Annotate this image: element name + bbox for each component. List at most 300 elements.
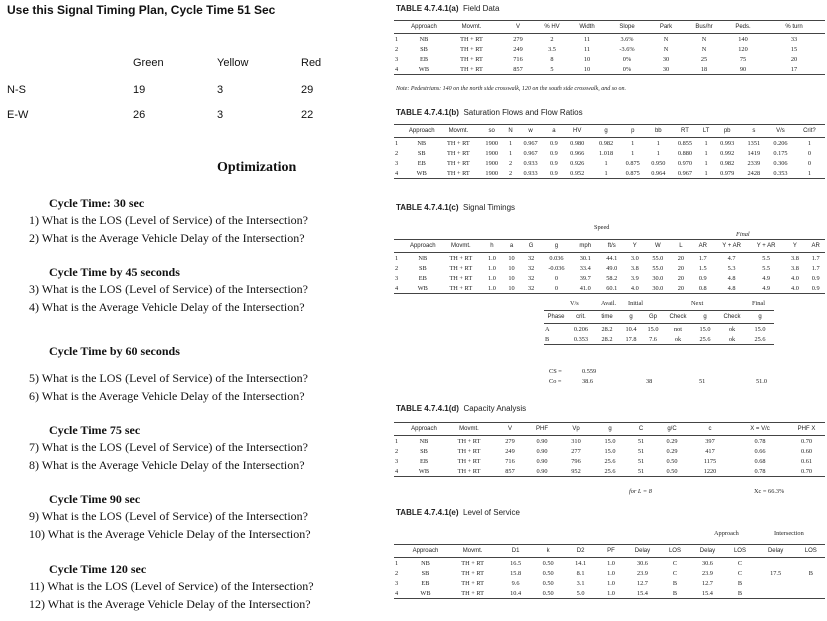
table-cell: 20: [677, 254, 685, 262]
table-cell: 0.9: [545, 168, 563, 179]
table-cell: 1: [631, 149, 635, 157]
table-cell: 1419: [747, 149, 761, 157]
table-cell: NB: [419, 437, 429, 445]
table-cell: 0.950: [651, 159, 666, 167]
phase-top-label: Avail.: [601, 300, 617, 307]
table-cell: 2: [395, 569, 399, 577]
co-value: 38.6: [582, 378, 594, 385]
phase-top-label: V/s: [570, 300, 579, 307]
column-header: V: [499, 21, 537, 34]
table-cell: 1900: [485, 149, 499, 157]
table-cell: 75: [739, 55, 747, 63]
table-cell: 0.70: [788, 466, 825, 477]
header-row: [394, 423, 825, 436]
table-cell: 32: [527, 274, 535, 282]
table-cell: 2: [395, 149, 399, 157]
column-header: Approach: [404, 21, 444, 34]
table-cell: 1: [509, 149, 513, 157]
table-cell: 25.6: [594, 466, 626, 477]
header-row: [394, 240, 825, 253]
column-header: Approach: [406, 240, 441, 253]
table-cell: TH + RT: [447, 139, 470, 147]
plan-col-green: Green: [133, 57, 164, 69]
table-cell: 20: [671, 283, 692, 294]
table-cell: 1: [631, 139, 635, 147]
table-cell: 1: [794, 168, 825, 179]
table-cell: 1900: [478, 168, 505, 179]
table-cell: [755, 578, 797, 588]
table-cell: 0.61: [800, 457, 813, 465]
table-cell: 23.9: [701, 569, 713, 577]
table-cell: NB: [419, 35, 429, 43]
column-header: Movmt.: [446, 545, 498, 558]
column-header: C: [626, 423, 656, 436]
column-header: PF: [597, 545, 624, 558]
table-row: [394, 168, 825, 179]
table-cell: 32: [527, 264, 535, 272]
table-d: [394, 422, 825, 477]
table-cell: 1: [704, 139, 708, 147]
table-cell: 3.0: [630, 254, 639, 262]
table-cell: 0.50: [656, 466, 688, 477]
table-cell: 1.0: [487, 264, 496, 272]
table-cell: 5: [537, 64, 567, 75]
table-cell: 1: [395, 437, 399, 445]
table-cell: 5.3: [727, 264, 736, 272]
table-d-foot-right: Xc = 66.3%: [754, 488, 785, 495]
table-row: [544, 324, 774, 335]
table-cell: 3: [395, 159, 399, 167]
table-cell: 0.50: [542, 569, 554, 577]
table-cell: 4.0: [624, 283, 645, 294]
column-header: ft/s: [599, 240, 624, 253]
table-cell: 10: [508, 254, 515, 262]
column-header: Approach: [404, 545, 446, 558]
table-e-caption: [396, 508, 520, 517]
column-header: c: [688, 423, 732, 436]
header-row: [544, 311, 774, 324]
column-header: [394, 423, 404, 436]
table-cell: 417: [705, 447, 715, 455]
table-cell: 1: [395, 35, 399, 43]
table-cell: SB: [420, 447, 428, 455]
table-cell: WB: [405, 168, 438, 179]
plan-row-label: N-S: [7, 84, 26, 96]
table-cell: SB: [418, 264, 427, 272]
table-cell: 0.306: [773, 159, 788, 167]
table-cell: ok: [728, 325, 736, 333]
table-cell: C: [737, 569, 743, 577]
table-cell: 3.5: [548, 45, 556, 53]
group-approach: Approach: [714, 530, 739, 537]
table-cell: 4: [394, 64, 404, 75]
question: 2) What is the Average Vehicle Delay of the Intersection?: [29, 231, 305, 245]
table-cell: 249: [505, 447, 515, 455]
column-header: % HV: [537, 21, 567, 34]
plan-yellow-value: 3: [217, 84, 224, 96]
table-cell: 857: [494, 466, 526, 477]
table-cell: 44.1: [606, 254, 618, 262]
table-cell: 10: [567, 64, 607, 75]
table-cell: 0.66: [754, 447, 766, 455]
table-cell: 0%: [622, 55, 632, 63]
table-cell: 33.4: [579, 264, 591, 272]
table-cell: 3.1: [576, 579, 585, 587]
table-cell: 1.5: [698, 264, 707, 272]
column-header: LT: [698, 125, 714, 138]
column-header: LOS: [797, 545, 825, 558]
table-cell: 3.8: [630, 264, 639, 272]
table-cell: 25.6: [746, 334, 774, 345]
table-cell: 17: [763, 64, 825, 75]
plan-red-value: 22: [301, 109, 314, 121]
table-cell: 0.78: [754, 437, 766, 445]
speed-label: Speed: [594, 224, 610, 231]
table-row: [394, 148, 825, 158]
column-header: Park: [647, 21, 685, 34]
table-cell: 0.964: [645, 168, 672, 179]
table-cell: NB: [417, 139, 427, 147]
table-cell: 0.78: [732, 466, 788, 477]
table-cell: 5.5: [762, 254, 771, 262]
table-d-caption: [396, 404, 526, 413]
table-cell: TH + RT: [447, 159, 470, 167]
table-cell: not: [673, 325, 683, 333]
table-cell: 4.0: [783, 283, 806, 294]
table-a-caption: [396, 4, 499, 13]
table-cell: 4: [394, 588, 404, 599]
column-header: s: [740, 125, 767, 138]
table-cell: 17.5: [770, 569, 782, 577]
table-cell: 2: [505, 168, 516, 179]
column-header: [394, 240, 406, 253]
table-cell: 30.6: [701, 559, 713, 567]
optimization-title: Optimization: [217, 160, 297, 175]
table-cell: 1.0: [487, 254, 496, 262]
table-row: [394, 54, 825, 64]
table-cell: 0.970: [677, 159, 693, 167]
column-header: g: [592, 125, 621, 138]
section-title: Cycle Time 75 sec: [49, 423, 141, 437]
plan-col-yellow: Yellow: [217, 57, 249, 69]
plan-green-value: 19: [133, 84, 146, 96]
table-cell: A: [545, 325, 550, 333]
table-cell: 30.0: [645, 283, 670, 294]
table-cell: 25.6: [604, 457, 616, 465]
question: 5) What is the LOS (Level of Service) of the Intersection?: [29, 371, 309, 385]
table-cell: 716: [513, 55, 523, 63]
column-header: Check: [718, 311, 746, 324]
table-cell: 1900: [485, 159, 499, 167]
column-header: D2: [564, 545, 598, 558]
header-row: [394, 545, 825, 558]
header-row: [394, 125, 825, 138]
table-row: [394, 456, 825, 466]
table-cell: B: [660, 588, 689, 599]
table-cell: 0.50: [542, 579, 554, 587]
table-cell: 1: [395, 139, 399, 147]
table-cell: 23.9: [636, 569, 648, 577]
table-cell: 0.50: [542, 559, 554, 567]
table-cell: 39.7: [579, 274, 591, 282]
table-cell: C: [672, 569, 678, 577]
column-header: g: [620, 311, 642, 324]
cycle-51-final: 51.0: [756, 378, 768, 385]
plan-row-label: E-W: [7, 109, 29, 121]
table-cell: C: [737, 559, 743, 567]
section-title: Cycle Time by 45 seconds: [49, 265, 180, 279]
column-header: [394, 125, 405, 138]
table-cell: 1175: [703, 457, 717, 465]
column-header: Y + AR: [714, 240, 749, 253]
table-b-caption: [396, 108, 583, 117]
column-header: L: [671, 240, 692, 253]
column-header: h: [482, 240, 503, 253]
table-cell: 0.353: [767, 168, 794, 179]
table-cell: 2: [395, 447, 399, 455]
table-row: [394, 253, 825, 264]
table-cell: 51: [637, 437, 645, 445]
table-cell: 0.70: [800, 437, 813, 445]
question: 12) What is the Average Vehicle Delay of the Intersection?: [29, 597, 311, 611]
column-header: LOS: [660, 545, 689, 558]
table-cell: SB: [420, 45, 428, 53]
table-cell: SB: [421, 569, 430, 577]
table-cell: 10: [502, 283, 520, 294]
table-cell: 0.9: [698, 274, 707, 282]
table-c-caption: [396, 203, 515, 212]
table-cell: ok: [664, 334, 692, 345]
left-panel: [0, 0, 385, 621]
table-cell: 0.9: [811, 274, 820, 282]
table-cell: 1.018: [599, 149, 614, 157]
table-cell: 1: [704, 159, 708, 167]
table-cell: NB: [418, 254, 428, 262]
question: 6) What is the Average Vehicle Delay of the Intersection?: [29, 389, 305, 403]
table-cell: 857: [499, 64, 537, 75]
table-cell: 20: [677, 264, 685, 272]
table-name: Signal Timings: [463, 203, 516, 212]
column-header: W: [645, 240, 670, 253]
table-cell: 0.855: [677, 139, 693, 147]
table-id: TABLE 4.7.4.1(e): [396, 508, 459, 517]
column-header: g/C: [656, 423, 688, 436]
table-row: [394, 138, 825, 149]
plan-red-value: 29: [301, 84, 314, 96]
table-cell: 140: [738, 35, 748, 43]
table-cell: 18: [685, 64, 723, 75]
table-row: [394, 436, 825, 447]
section-title: Cycle Time 120 sec: [49, 562, 147, 576]
table-cell: 51: [626, 466, 656, 477]
table-cell: 279: [513, 35, 523, 43]
column-header: AR: [691, 240, 714, 253]
table-cell: 8.1: [576, 569, 585, 577]
column-header: g: [692, 311, 718, 324]
column-header: D1: [499, 545, 533, 558]
table-id: TABLE 4.7.4.1(d): [396, 404, 459, 413]
table-cell: 0.206: [773, 139, 788, 147]
table-cell: 15.0: [604, 437, 616, 445]
table-cell: 0.60: [800, 447, 813, 455]
table-cell: 12.7: [701, 579, 713, 587]
table-cell: 15.0: [699, 325, 711, 333]
table-b: [394, 124, 825, 179]
table-cell: -0.036: [548, 264, 565, 272]
table-cell: TH + RT: [457, 457, 481, 465]
table-cell: 3: [395, 457, 399, 465]
table-cell: 1.0: [597, 588, 624, 599]
column-header: X = V/c: [732, 423, 788, 436]
table-cell: 796: [571, 457, 581, 465]
table-cell: 15.0: [754, 325, 766, 333]
table-cell: TH + RT: [457, 447, 481, 455]
table-cell: 4.9: [749, 283, 784, 294]
table-cell: 0.29: [666, 447, 678, 455]
table-cell: 14.1: [575, 559, 587, 567]
table-cell: TH + RT: [444, 64, 499, 75]
table-cell: 3.9: [630, 274, 639, 282]
table-cell: 4.7: [727, 254, 736, 262]
table-cell: 20: [790, 55, 798, 63]
table-cell: 716: [505, 457, 515, 465]
table-cell: 1.0: [482, 283, 503, 294]
table-cell: TH + RT: [440, 283, 481, 294]
table-cell: B: [737, 579, 743, 587]
table-cell: B: [672, 579, 678, 587]
column-header: k: [532, 545, 563, 558]
table-cell: 0.982: [599, 139, 614, 147]
table-cell: 5.0: [564, 588, 598, 599]
table-cell: 0.9: [549, 159, 558, 167]
table-cell: 0.50: [666, 457, 678, 465]
table-cell: 397: [705, 437, 715, 445]
table-cell: 28.2: [601, 325, 613, 333]
table-cell: 8: [550, 55, 554, 63]
table-cell: 0.206: [573, 325, 589, 333]
table-cell: WB: [404, 588, 446, 599]
section-title: Cycle Time by 60 seconds: [49, 344, 180, 358]
question: 8) What is the Average Vehicle Delay of the Intersection?: [29, 458, 305, 472]
table-a-note: Note: Pedestrians: 140 on the north side crosswalk, 120 on the south side crosswalk, and so on.: [396, 86, 627, 92]
table-cell: 15.4: [625, 588, 661, 599]
table-cell: 0.175: [773, 149, 788, 157]
table-cell: 49.0: [606, 264, 618, 272]
column-header: AR: [806, 240, 825, 253]
table-cell: 0.50: [532, 588, 563, 599]
table-cell: 17.8: [620, 334, 642, 345]
table-cell: 58.2: [606, 274, 618, 282]
table-row: [394, 273, 825, 283]
table-cell: 3: [395, 55, 399, 63]
table-cell: 0.9: [549, 149, 558, 157]
table-row: [394, 283, 825, 294]
column-header: Movmt.: [440, 240, 481, 253]
column-header: Movmt.: [444, 423, 494, 436]
table-cell: 15.0: [604, 447, 616, 455]
table-cell: EB: [418, 274, 427, 282]
table-e: [394, 544, 825, 599]
column-header: w: [516, 125, 545, 138]
column-header: RT: [672, 125, 699, 138]
column-header: pb: [714, 125, 741, 138]
table-cell: 2: [395, 45, 399, 53]
table-cell: TH + RT: [449, 254, 473, 262]
table-cell: 15: [790, 45, 798, 53]
table-cell: 55.0: [652, 254, 664, 262]
table-cell: 60.1: [599, 283, 624, 294]
column-header: bb: [645, 125, 672, 138]
table-cell: 10: [508, 274, 515, 282]
table-cell: 3: [395, 579, 399, 587]
table-name: Capacity Analysis: [463, 404, 527, 413]
table-name: Saturation Flows and Flow Ratios: [463, 108, 583, 117]
table-cell: [797, 588, 825, 599]
table-cell: 0.9: [549, 139, 558, 147]
table-cell: 15.8: [510, 569, 522, 577]
question: 7) What is the LOS (Level of Service) of the Intersection?: [29, 440, 309, 454]
table-cell: EB: [417, 159, 426, 167]
table-cell: 2: [395, 264, 399, 272]
table-cell: 2: [509, 159, 513, 167]
table-cell: WB: [404, 466, 444, 477]
table-cell: 4.9: [762, 274, 771, 282]
table-cell: 0.8: [691, 283, 714, 294]
table-cell: 9.6: [511, 579, 520, 587]
column-header: Delay: [690, 545, 726, 558]
table-cell: TH + RT: [460, 45, 483, 53]
table-cell: TH + RT: [461, 579, 485, 587]
table-cell: 1: [592, 168, 621, 179]
table-cell: TH + RT: [444, 466, 494, 477]
table-cell: 1: [509, 139, 513, 147]
table-row: [394, 568, 825, 578]
table-d-foot-left: for L = 8: [629, 488, 652, 495]
table-cell: 1: [395, 559, 399, 567]
table-cell: 51: [637, 457, 645, 465]
table-cell: 30.6: [636, 559, 648, 567]
table-cell: 1351: [747, 139, 761, 147]
column-header: p: [621, 125, 645, 138]
table-c: [394, 239, 825, 294]
table-cell: 0.68: [754, 457, 766, 465]
table-cell: 952: [558, 466, 594, 477]
table-cell: 0.9: [806, 283, 825, 294]
table-cell: 1: [656, 149, 660, 157]
table-cell: 0.933: [523, 159, 538, 167]
phase-top-label: Final: [752, 300, 765, 307]
column-header: Bus/hr: [685, 21, 723, 34]
question: 4) What is the Average Vehicle Delay of the Intersection?: [29, 300, 305, 314]
section-title: Cycle Time: 30 sec: [49, 196, 145, 210]
table-cell: 30.0: [652, 274, 664, 282]
column-header: Phase: [544, 311, 568, 324]
table-cell: 1.0: [607, 559, 615, 567]
column-header: V: [494, 423, 526, 436]
table-cell: TH + RT: [460, 35, 483, 43]
table-cell: 4: [394, 168, 405, 179]
table-cell: 32: [527, 254, 535, 262]
section-title: Cycle Time 90 sec: [49, 492, 141, 506]
column-header: Vp: [558, 423, 594, 436]
table-cell: 3.8: [790, 254, 799, 262]
table-cell: 120: [738, 45, 748, 53]
column-header: g: [746, 311, 774, 324]
table-cell: 0.967: [672, 168, 699, 179]
table-cell: 0: [807, 159, 811, 167]
header-row: [394, 21, 825, 34]
column-header: so: [478, 125, 505, 138]
